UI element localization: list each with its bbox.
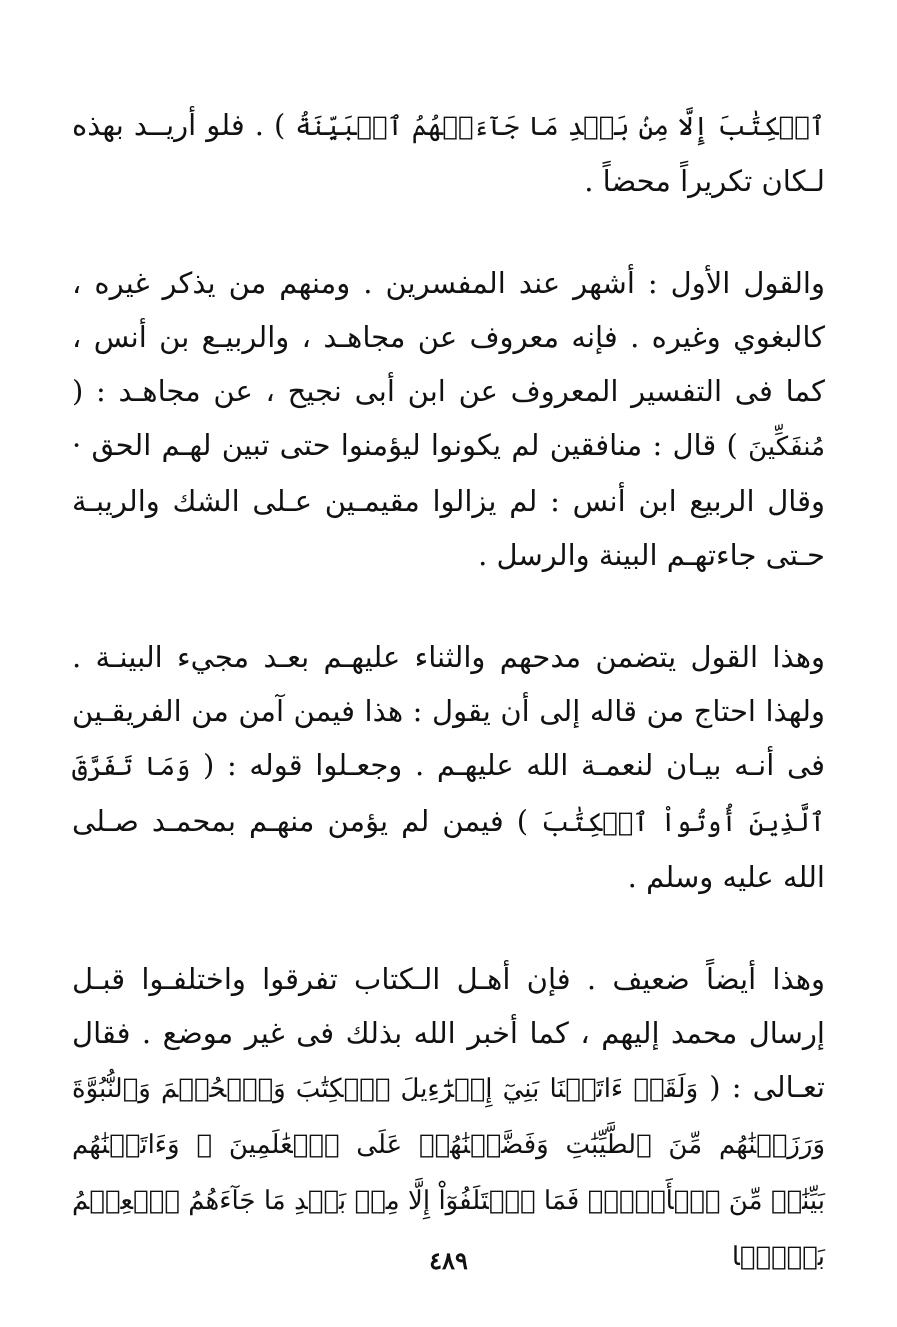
paragraph-gap <box>72 208 825 256</box>
page-number: ٤٨٩ <box>429 1246 468 1275</box>
quran-quote: ٱلۡكِتَٰبَ إِلَّا مِنۢ بَعۡدِ مَا جَآءَتۡهُمُ ٱلۡبَيِّنَةُ <box>295 112 825 142</box>
quran-quote: وَمَا تَفَرَّقَ ٱلَّذِينَ أُوتُواْ ٱلۡكِتَٰبَ <box>72 752 826 838</box>
paragraph <box>72 256 825 582</box>
paragraph-text: ) فيمن لم يؤمن منهـم بمحمـد صـلى الله عليه وسلم . <box>72 804 825 894</box>
paragraph-gap <box>72 582 825 630</box>
paragraph-text: وهذا أيضاً ضعيف . فإن أهـل الـكتاب تفرقوا واختلفـوا قبـل إرسال محمد إليهم ، كما أخبر الله بذلك فى غير موضع . فقال تعـالى : ( <box>72 962 825 1104</box>
paragraph <box>72 952 825 1284</box>
paragraph-text: وهذا القول يتضمن مدحهم والثناء عليهـم بعـد مجيء البينـة . ولهذا احتاج من قاله إلى أن يقول : هذا فيمن آمن من الفريقـين فى أنـه بيـان لنعمـة الله عليهـم . وجعـلوا قوله : ( <box>72 640 825 782</box>
paragraph-gap <box>72 904 825 952</box>
paragraph-text: والقول الأول : أشهر عند المفسرين . ومنهم من يذكر غيره ، كالبغوي وغيره . فإنه معروف عن مجاهـد ، والربيـع بن أنس ، كما فى التفسير المعروف عن ابن أبى نجيح ، عن مجاهـد : ( <box>72 266 825 408</box>
page-body <box>72 98 825 1284</box>
quran-quote: مُنفَكِّينَ <box>748 432 825 462</box>
paragraph-text: ) . فلو أريــد بهذه لـكان تكريراً محضاً . <box>72 108 825 198</box>
quran-quote: وَلَقَدۡ ءَاتَيۡنَا بَنِيٓ إِسۡرَٰٓءِيلَ ٱلۡكِتَٰبَ وَٱلۡحُكۡمَ وَٱلنُّبُوَّةَ وَرَزَقۡنَٰهُم مِّنَ ٱلطَّيِّبَٰتِ وَفَضَّلۡنَٰهُمۡ عَلَى ٱلۡعَٰلَمِينَ ۞ وَءَاتَيۡنَٰهُم بَيِّنَٰتٖ مِّنَ ٱلۡأَمۡرِۖ فَمَا ٱخۡتَلَفُوٓاْ إِلَّا مِنۢ بَعۡدِ مَا جَآءَهُمُ ٱلۡعِلۡمُ بَغۡيَۢا <box>72 1074 825 1272</box>
paragraph <box>72 630 825 904</box>
paragraph <box>72 98 825 208</box>
paragraph-text: ) قال : منافقين لم يكونوا ليؤمنوا حتى تبين لهـم الحق · وقال الربيع ابن أنس : لم يزالوا مقيمـين عـلى الشك والريبـة حـتى جاءتهـم البينة والرسل . <box>72 428 825 572</box>
